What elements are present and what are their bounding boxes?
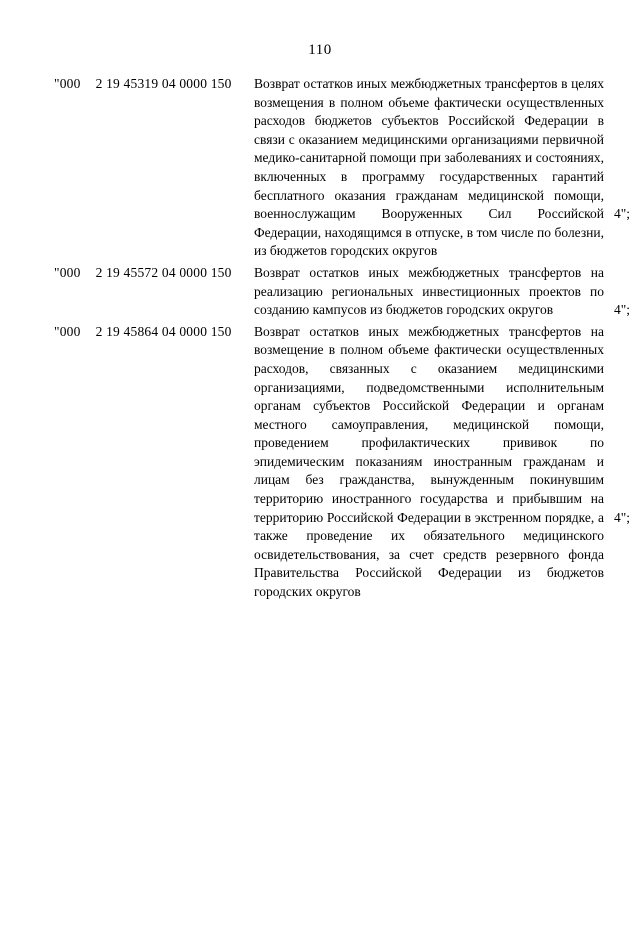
document-page — [0, 42, 640, 947]
entries-list — [0, 75, 640, 602]
entry-code — [54, 75, 254, 94]
entry-tail-marker: 4"; — [613, 509, 630, 525]
list-item — [54, 264, 630, 320]
page-number: 110 — [308, 42, 332, 58]
entry-quote: "000 — [54, 323, 81, 339]
entry-code — [54, 323, 254, 342]
entry-tail-marker: 4"; — [613, 301, 630, 317]
entry-quote: "000 — [54, 264, 81, 280]
entry-text: Возврат остатков иных межбюджетных трансфертов на реализацию региональных инвестиционных проектов по созданию кампусов из бюджетов городских округов — [254, 264, 604, 318]
entry-code-number: 2 19 45864 04 0000 150 — [95, 323, 232, 339]
entry-code-number: 2 19 45319 04 0000 150 — [95, 76, 232, 91]
entry-text: Возврат остатков иных межбюджетных трансфертов в целях возмещения в полном объеме фактически осуществленных расходов бюджетов субъектов Российской Федерации в связи с оказанием медицинскими организациями первичной медико-санитарной помощи при заболеваниях и состояниях, включенных в программу государственных гарантий бесплатного оказания гражданам медицинской помощи, военнослужащим Вооруженных Сил Российской Федерации, находящимся в отпуске, в том числе по болезни, из бюджетов городских округов — [254, 76, 604, 259]
entry-text: Возврат остатков иных межбюджетных трансфертов на возмещение в полном объеме фактически осуществленных расходов, связанных с оказанием медицинскими организациями, подведомственными исполнительным органам субъектов Российской Федерации и органам местного самоуправления, медицинской помощи, проведением профилактических прививок по эпидемическим показаниям иностранным гражданам и лицам без гражданства, вынужденным покинувшим территорию иностранного государства и прибывшим на территорию Российской Федерации в экстренном порядке, а также проведение их обязательного медицинского освидетельствования, за счет средств резервного фонда Правительства Российской Федерации из бюджетов городских округов — [254, 323, 604, 600]
entry-quote: "000 — [54, 76, 81, 91]
entry-code-number: 2 19 45572 04 0000 150 — [95, 264, 232, 280]
list-item — [54, 323, 630, 602]
entry-tail-marker: 4"; — [613, 206, 630, 221]
list-item — [54, 75, 630, 261]
entry-code — [54, 264, 254, 283]
